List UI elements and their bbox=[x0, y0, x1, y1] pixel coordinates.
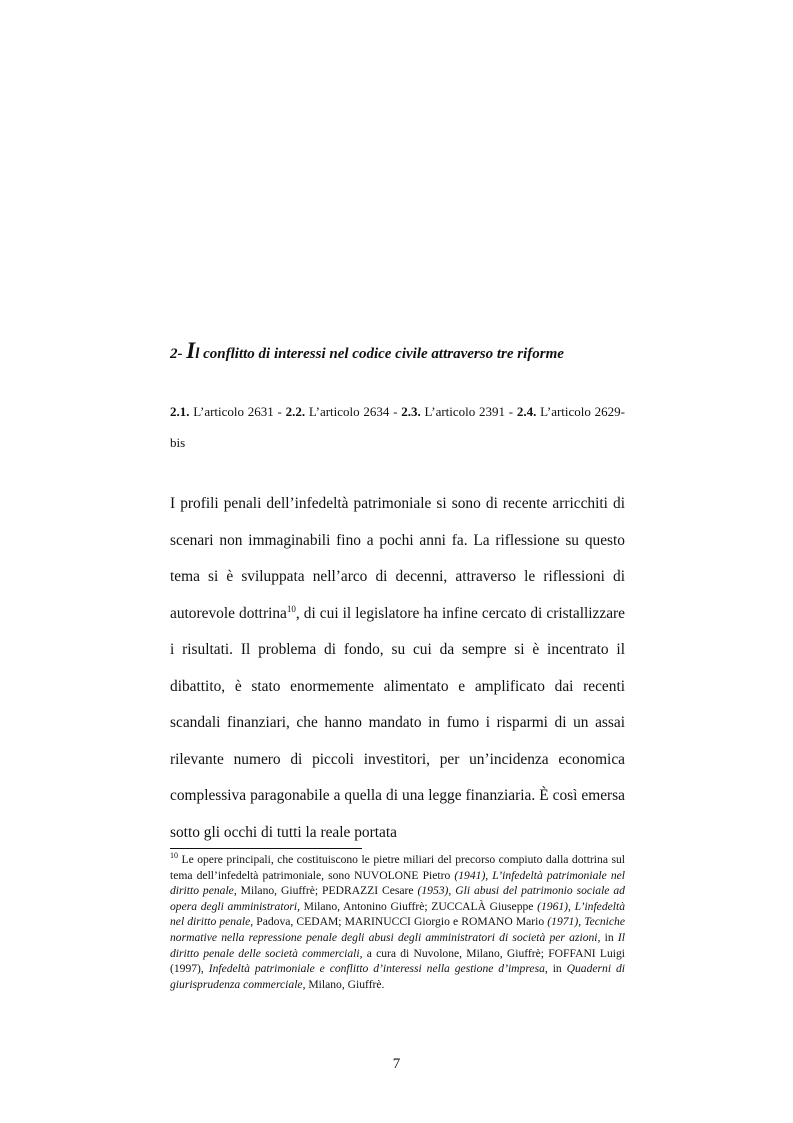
body-text-part1: I profili penali dell’infedeltà patrimoniale si sono di recente arricchiti di scenari non immaginabili fino a pochi anni fa. La riflessione su questo tema si è sviluppata nell’arco di decenni, attraverso le riflessioni di autorevole dottrina bbox=[170, 495, 625, 622]
footnote-text bbox=[170, 853, 625, 991]
footnote-citation-title: Infedeltà patrimoniale e conflitto d’interessi nella gestione d’impresa bbox=[208, 962, 545, 976]
heading-text: l conflitto di interessi nel codice civile attraverso tre riforme bbox=[195, 346, 564, 362]
subsection-label: L’articolo 2631 bbox=[189, 404, 274, 419]
page-number: 7 bbox=[392, 1056, 401, 1072]
footnote-citation-title: (1961), L’infedeltà nel diritto penale, bbox=[170, 899, 626, 929]
footnote-text-segment: Milano, Giuffrè; PEDRAZZI Cesare bbox=[236, 884, 418, 898]
heading-initial: I bbox=[186, 338, 196, 363]
footnote-text-segment: , in bbox=[544, 962, 567, 976]
subsection-number: 2.4. bbox=[516, 404, 537, 419]
body-text-part2: , di cui il legislatore ha infine cercato di cristallizzare i risultati. Il problema di fondo, su cui da sempre si è incentrato il dibattito, è stato enormemente alimentato e amplificato dai recenti scandali finanziari, che hanno mandato in fumo i risparmi di un assai rilevante numero di piccoli investitori, per un’incidenza economica complessiva paragonabile a quella di una legge finanziaria. È così emersa sotto gli occhi di tutti la reale portata bbox=[170, 604, 625, 841]
footnote-divider bbox=[170, 848, 362, 849]
subsection-label: L’articolo 2629-bis bbox=[170, 404, 625, 450]
subsection-separator: - bbox=[389, 404, 402, 419]
body-paragraph bbox=[170, 486, 625, 851]
footnote-text-segment: , Milano, Giuffrè. bbox=[302, 977, 385, 991]
heading-number: 2- bbox=[170, 346, 187, 362]
footnote-reference[interactable]: 10 bbox=[286, 603, 296, 614]
section-heading bbox=[170, 338, 650, 364]
subsection-label: L’articolo 2634 bbox=[305, 404, 390, 419]
footnote-citation-title: Quaderni di giurisprudenza commerciale bbox=[170, 962, 625, 991]
footnote-text-segment: Padova, CEDAM; MARINUCCI Giorgio e ROMANO Mario bbox=[253, 915, 548, 929]
subsection-number: 2.2. bbox=[285, 404, 306, 419]
footnote bbox=[170, 852, 625, 992]
footnote-citation-title: (1953), Gli abusi del patrimonio sociale ad opera degli amministratori, bbox=[170, 884, 625, 913]
subsection-separator: - bbox=[505, 404, 517, 419]
footnote-text-segment: in bbox=[600, 930, 618, 944]
subsection-number: 2.1. bbox=[170, 404, 190, 419]
footnote-citation-title: Il diritto penale delle società commerciali, bbox=[170, 930, 625, 960]
subsection-separator: - bbox=[273, 404, 286, 419]
subsection-number: 2.3. bbox=[401, 404, 421, 419]
subsection-label: L’articolo 2391 bbox=[420, 404, 506, 419]
footnote-citation-title: (1941), L’infedeltà patrimoniale nel diritto penale, bbox=[170, 868, 625, 898]
footnote-text-segment: Le opere principali, che costituiscono le pietre miliari del precorso compiuto dalla dottrina sul tema dell’infedeltà patrimoniale, sono NUVOLONE Pietro bbox=[170, 853, 625, 882]
footnote-text-segment: a cura di Nuvolone, Milano, Giuffrè; FOFFANI Luigi (1997), bbox=[170, 946, 625, 976]
subsection-list bbox=[170, 396, 625, 458]
footnote-number: 10 bbox=[170, 851, 178, 861]
footnote-text-segment: Milano, Antonino Giuffrè; ZUCCALÀ Giuseppe bbox=[300, 899, 538, 913]
footnote-citation-title: (1971), Tecniche normative nella repressione penale degli abusi degli amministratori di società per azioni, bbox=[170, 915, 625, 944]
